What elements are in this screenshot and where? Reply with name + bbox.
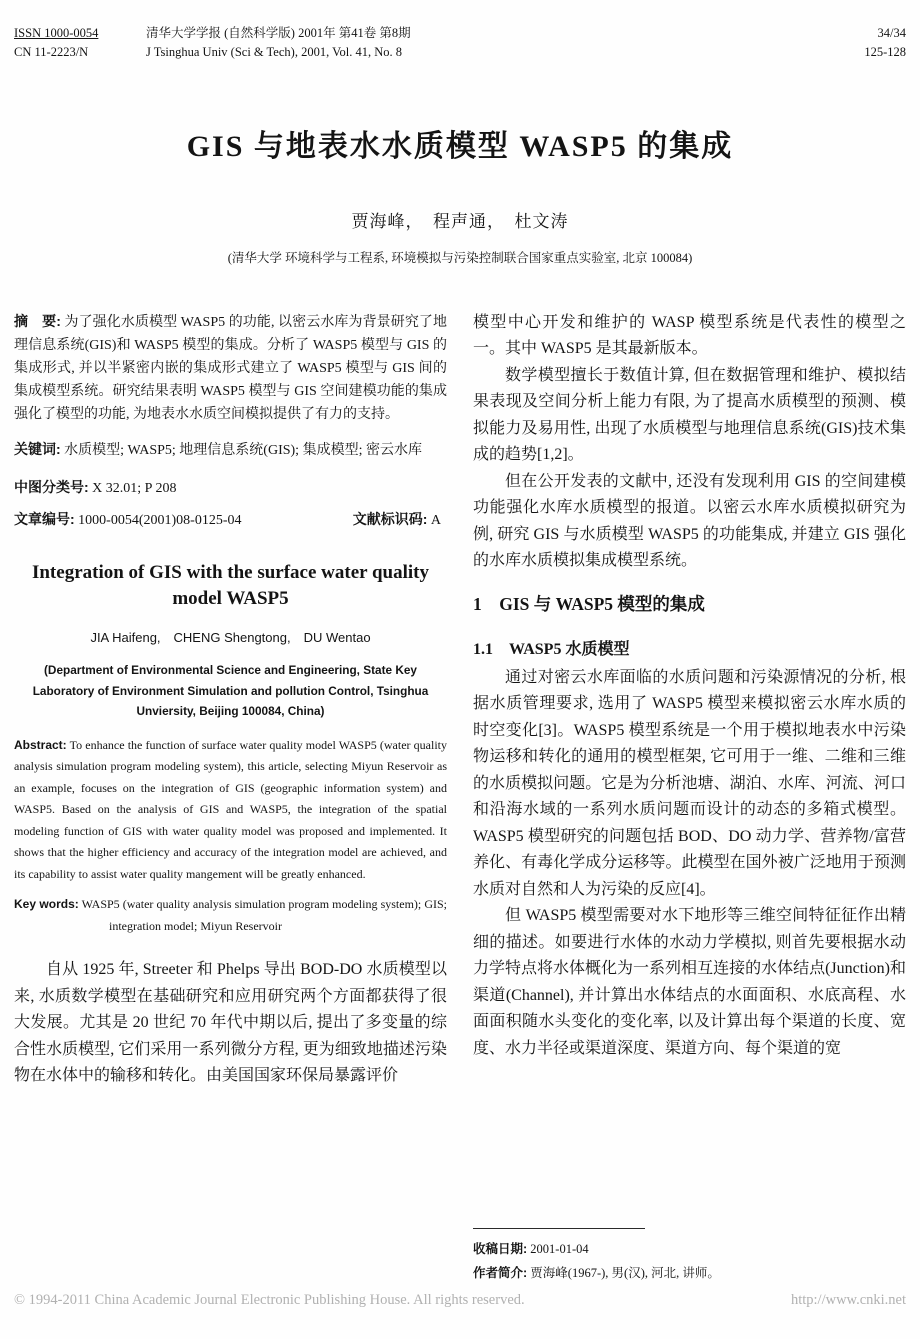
article-number: 34/34 bbox=[877, 26, 906, 40]
paragraph-continued: 模型中心开发和维护的 WASP 模型系统是代表性的模型之一。其中 WASP5 是其最新版本。 bbox=[473, 313, 906, 358]
doc-code bbox=[353, 508, 441, 532]
section-heading-1: 1 GIS 与 WASP5 模型的集成 bbox=[473, 593, 705, 614]
left-column bbox=[14, 310, 447, 1312]
watermark-url: http://www.cnki.net bbox=[790, 1292, 906, 1308]
article-id-label: 文章编号: bbox=[14, 510, 75, 527]
article-id-row bbox=[14, 508, 447, 532]
affiliation-cn: (清华大学 环境科学与工程系, 环境模拟与污染控制联合国家重点实验室, 北京 100084) bbox=[227, 250, 693, 265]
paragraph-5: 但 WASP5 模型需要对水下地形等三维空间特征征作出精细的描述。如要进行水体的水动力学模拟, 则首先要根据水动力学特点将水体概化为一系列相互连接的水体结点(Junction)和渠道(Channel), 并计算出水体结点的水面面积、水底高程、水面面积随水头变化的变化率, 以及计算出每个渠道的长度、宽度、水力半径或渠道深度、渠道方向、每个渠道的宽 bbox=[473, 907, 906, 1057]
received-date bbox=[473, 1237, 906, 1261]
keywords-en-label: Key words: bbox=[14, 897, 79, 912]
abstract-en bbox=[14, 735, 447, 886]
cn-number: CN 11-2223/N bbox=[14, 45, 89, 60]
clc-number bbox=[14, 476, 447, 500]
author-bio-label: 作者简介: bbox=[473, 1266, 528, 1281]
intro-paragraph: 自从 1925 年, Streeter 和 Phelps 导出 BOD-DO 水质模型以来, 水质数学模型在基础研究和应用研究两个方面都获得了很大发展。尤其是 20 世纪 70 年代中期以后, 提出了多变量的综合性水质模型, 它们采用一系列微分方程, 更为细致地描述污染物在水体中的输移和转化。由美国国家环保局暴露评价 bbox=[14, 961, 447, 1085]
doc-code-text: A bbox=[430, 512, 441, 528]
keywords-cn-label: 关键词: bbox=[14, 440, 61, 457]
author-bio bbox=[473, 1261, 906, 1285]
abstract-cn-text: 为了强化水质模型 WASP5 的功能, 以密云水库为背景研究了地理信息系统(GIS)和 WASP5 模型的集成。分析了 WASP5 模型与 GIS 的集成形式, 并以半紧密内嵌的集成形式建立了 WASP5 模型与 GIS 间的集成模型系统。研究结果表明 WASP5 模型与 GIS 空间建模功能的集成强化了模型的功能, 为地表水水质空间模拟提供了有力的支持。 bbox=[14, 314, 448, 422]
article-title-en: Integration of GIS with the surface water quality model WASP5 bbox=[31, 561, 430, 610]
issn-block bbox=[14, 24, 142, 63]
issn: ISSN 1000-0054 bbox=[14, 26, 99, 40]
authors-en: JIA Haifeng, CHENG Shengtong, DU Wentao bbox=[90, 629, 371, 645]
journal-title-en: J Tsinghua Univ (Sci & Tech), 2001, Vol. 41, No. 8 bbox=[146, 45, 403, 60]
abstract-cn-label: 摘 要: bbox=[14, 312, 61, 329]
right-column bbox=[473, 310, 906, 1312]
paragraph-2: 数学模型擅长于数值计算, 但在数据管理和维护、模拟结果表现及空间分析上能力有限, 为了提高水质模型的预测、模拟能力及易用性, 出现了水质模型与地理信息系统(GIS)技术集成的趋势[1,2]。 bbox=[473, 366, 906, 464]
body-columns bbox=[14, 310, 906, 1312]
doc-code-label: 文献标识码: bbox=[352, 510, 428, 527]
footnote-block bbox=[473, 1228, 906, 1312]
clc-label: 中图分类号: bbox=[14, 478, 89, 495]
author-bio-text: 贾海峰(1967-), 男(汉), 河北, 讲师。 bbox=[530, 1266, 720, 1281]
keywords-cn bbox=[14, 438, 447, 462]
received-date-text: 2001-01-04 bbox=[530, 1242, 589, 1256]
page-range: 125-128 bbox=[864, 45, 906, 60]
abstract-en-text: To enhance the function of surface water quality model WASP5 (water quality analysis simulation program modeling system), this article, selecting Miyun Reservoir as an example, focuses on the integration of GIS (geographic information system) and WASP5. Based on the analysis of GIS and WASP5, the integration of the spatial modeling function of GIS with water quality model was proposed and implemented. It shows that the higher efficiency and accuracy of the integration model are achieved, and its capability to assist water quality mangement will be greatly enhanced. bbox=[14, 737, 447, 881]
article-id-text: 1000-0054(2001)08-0125-04 bbox=[78, 512, 242, 528]
page-header bbox=[14, 24, 906, 63]
article-id bbox=[14, 508, 241, 532]
paragraph-4: 通过对密云水库面临的水质问题和污染源情况的分析, 根据水质管理要求, 选用了 WASP5 模型来模拟密云水库水质的时空变化[3]。WASP5 模型系统是一个用于模拟地表水中污染物运移和转化的通用的模型框架, 它可用于一维、二维和三维的水质模拟问题。它是为分析池塘、湖泊、水库、河流、河口和沿海水域的一系列水质问题而设计的动态的多箱式模型。WASP5 模型研究的问题包括 BOD、DO 动力学、营养物/富营养化、有毒化学成分运移等。此模型在国外被广泛地用于预测水质对自然和人为污染的反应[4]。 bbox=[473, 668, 906, 898]
section-heading-1-1: 1.1 WASP5 水质模型 bbox=[473, 640, 630, 658]
affiliation-en: (Department of Environmental Science and Engineering, State Key Laboratory of Environment Simulation and pollution Control, Tsinghua Unviersity, Beijing 100084, China) bbox=[32, 662, 429, 719]
clc-text: X 32.01; P 208 bbox=[92, 480, 177, 496]
abstract-cn bbox=[14, 310, 447, 426]
paragraph-3: 但在公开发表的文献中, 还没有发现利用 GIS 的空间建模功能强化水库水质模型的报道。以密云水库水质模拟研究为例, 研究 GIS 与水质模型 WASP5 的功能集成, 并建立 GIS 强化的水库水质模拟集成模型系统。 bbox=[473, 472, 906, 570]
keywords-en-text: WASP5 (water quality analysis simulation program modeling system); GIS; integration model; Miyun Reservoir bbox=[81, 897, 447, 933]
received-date-label: 收稿日期: bbox=[473, 1242, 528, 1256]
watermark-copyright: © 1994-2011 China Academic Journal Electronic Publishing House. All rights reserved. bbox=[14, 1292, 525, 1308]
journal-block bbox=[146, 24, 411, 63]
page-number-block bbox=[864, 24, 906, 63]
keywords-cn-text: 水质模型; WASP5; 地理信息系统(GIS); 集成模型; 密云水库 bbox=[64, 442, 422, 458]
authors-cn: 贾海峰， 程声通， 杜文涛 bbox=[351, 211, 569, 231]
journal-title-cn: 清华大学学报 (自然科学版) 2001年 第41卷 第8期 bbox=[146, 26, 411, 40]
abstract-en-label: Abstract: bbox=[14, 737, 67, 752]
footnote-rule bbox=[473, 1228, 645, 1229]
keywords-en bbox=[14, 894, 447, 937]
article-title-cn: GIS 与地表水水质模型 WASP5 的集成 bbox=[186, 129, 734, 163]
